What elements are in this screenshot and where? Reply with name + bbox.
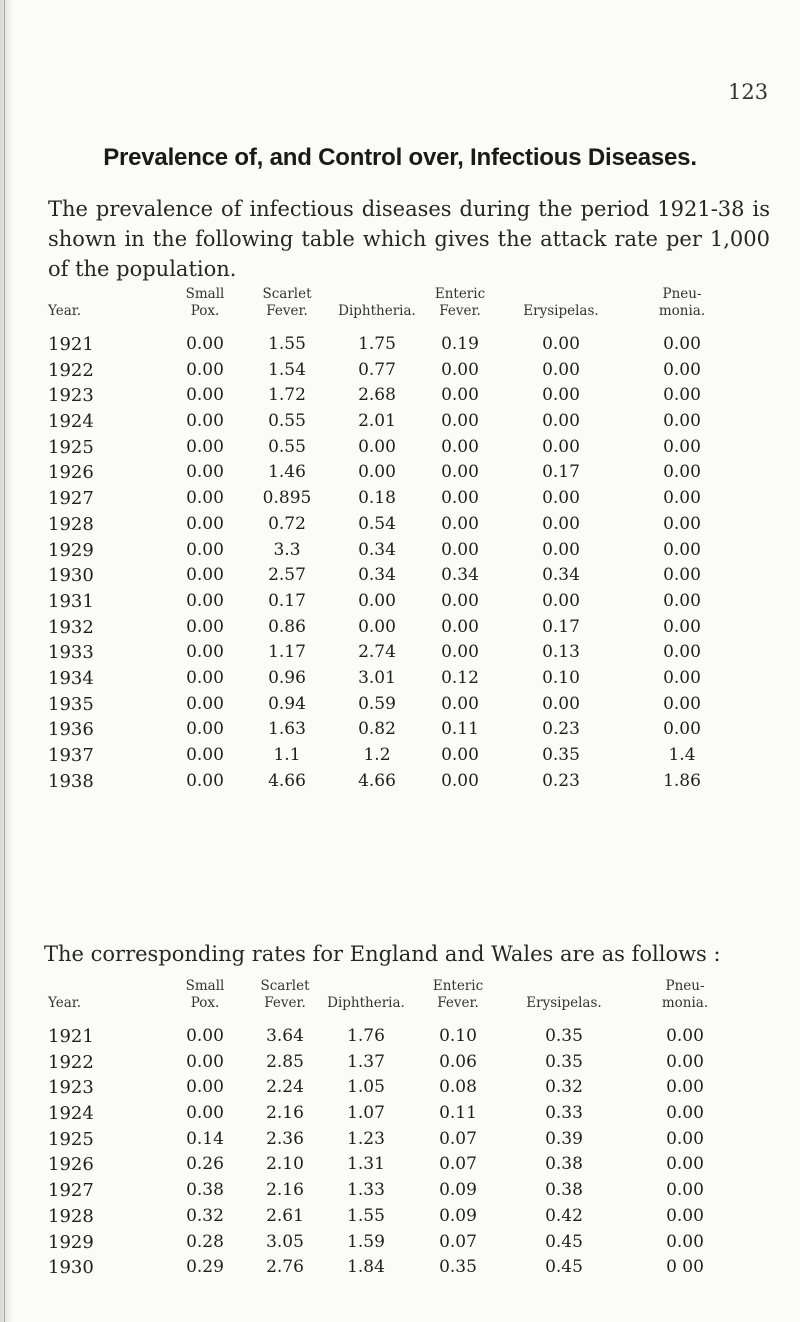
column-header-line: Pox. bbox=[190, 995, 220, 1011]
column-header-line: monia. bbox=[658, 303, 706, 319]
cell-year: 1926 bbox=[48, 462, 94, 484]
cell-enteric-fever: 0.34 bbox=[441, 565, 479, 586]
column-header-line: Small bbox=[185, 978, 225, 994]
cell-erysipelas: 0.35 bbox=[542, 745, 580, 765]
cell-pneumonia: 0.00 bbox=[663, 436, 701, 457]
column-header-line: Fever. bbox=[264, 995, 306, 1011]
table-row bbox=[0, 666, 800, 692]
cell-small-pox: 0.00 bbox=[186, 539, 224, 560]
cell-year: 1928 bbox=[48, 1205, 94, 1227]
table-row bbox=[0, 743, 800, 769]
cell-year: 1937 bbox=[48, 745, 94, 766]
cell-year: 1927 bbox=[48, 488, 94, 510]
column-header-pneumonia bbox=[627, 286, 737, 320]
cell-small-pox: 0.28 bbox=[186, 1231, 224, 1252]
england-wales-intro: The corresponding rates for England and Wales are as follows : bbox=[44, 942, 721, 966]
cell-small-pox: 0.00 bbox=[186, 436, 224, 457]
cell-enteric-fever: 0.00 bbox=[441, 462, 479, 483]
column-header-line: Small bbox=[185, 286, 225, 302]
intro-paragraph: The prevalence of infectious diseases during the period 1921-38 is shown in the following table which gives the attack rate per 1,000 of the population. bbox=[48, 197, 770, 281]
cell-scarlet-fever: 0.55 bbox=[268, 436, 306, 457]
cell-pneumonia: 0.00 bbox=[666, 1103, 704, 1124]
table-row bbox=[0, 640, 800, 666]
cell-enteric-fever: 0.00 bbox=[441, 693, 479, 714]
cell-pneumonia: 0.00 bbox=[663, 616, 701, 637]
cell-small-pox: 0.00 bbox=[186, 667, 224, 688]
cell-small-pox: 0.00 bbox=[186, 616, 224, 637]
england-wales-table-body bbox=[0, 1024, 800, 1281]
cell-pneumonia: 0.00 bbox=[663, 334, 701, 354]
table-row bbox=[0, 538, 800, 564]
cell-erysipelas: 0.17 bbox=[542, 462, 580, 483]
cell-enteric-fever: 0.00 bbox=[441, 411, 479, 432]
cell-enteric-fever: 0.10 bbox=[439, 1026, 477, 1046]
column-header-line: Erysipelas. bbox=[526, 995, 602, 1011]
cell-pneumonia: 0.00 bbox=[666, 1077, 704, 1098]
cell-enteric-fever: 0.09 bbox=[439, 1180, 477, 1201]
cell-scarlet-fever: 2.24 bbox=[266, 1077, 304, 1098]
cell-erysipelas: 0.35 bbox=[545, 1026, 583, 1046]
cell-enteric-fever: 0.07 bbox=[439, 1128, 477, 1149]
cell-small-pox: 0.00 bbox=[186, 513, 224, 534]
cell-year: 1921 bbox=[48, 1026, 94, 1047]
cell-year: 1930 bbox=[48, 565, 94, 587]
cell-year: 1922 bbox=[48, 359, 94, 381]
cell-erysipelas: 0.45 bbox=[545, 1257, 583, 1278]
column-header-year bbox=[48, 995, 81, 1012]
table-row bbox=[0, 409, 800, 435]
cell-year: 1938 bbox=[48, 770, 94, 792]
cell-erysipelas: 0.42 bbox=[545, 1205, 583, 1226]
cell-enteric-fever: 0.19 bbox=[441, 334, 479, 354]
cell-erysipelas: 0.00 bbox=[542, 590, 580, 611]
cell-pneumonia: 0.00 bbox=[663, 411, 701, 432]
column-header-line: Pneu- bbox=[662, 286, 702, 302]
cell-diphtheria: 1.84 bbox=[347, 1257, 385, 1278]
table-row bbox=[0, 1101, 800, 1127]
cell-pneumonia: 0.00 bbox=[666, 1128, 704, 1149]
cell-erysipelas: 0.00 bbox=[542, 359, 580, 380]
cell-erysipelas: 0.45 bbox=[545, 1231, 583, 1252]
cell-scarlet-fever: 2.16 bbox=[266, 1103, 304, 1124]
cell-diphtheria: 1.37 bbox=[347, 1051, 385, 1072]
cell-small-pox: 0.00 bbox=[186, 693, 224, 714]
cell-diphtheria: 0.00 bbox=[358, 616, 396, 637]
cell-scarlet-fever: 3.3 bbox=[273, 539, 301, 560]
england-wales-table-header bbox=[0, 978, 800, 1024]
cell-erysipelas: 0.10 bbox=[542, 667, 580, 688]
cell-year: 1933 bbox=[48, 642, 94, 664]
cell-scarlet-fever: 1.63 bbox=[268, 719, 306, 740]
cell-scarlet-fever: 2.36 bbox=[266, 1128, 304, 1149]
table-row bbox=[0, 486, 800, 512]
cell-pneumonia: 0.00 bbox=[663, 590, 701, 611]
cell-erysipelas: 0.32 bbox=[545, 1077, 583, 1098]
cell-erysipelas: 0.33 bbox=[545, 1103, 583, 1124]
cell-small-pox: 0.00 bbox=[186, 334, 224, 354]
cell-scarlet-fever: 3.05 bbox=[266, 1231, 304, 1252]
cell-year: 1928 bbox=[48, 513, 94, 535]
cell-small-pox: 0.00 bbox=[186, 590, 224, 611]
cell-year: 1930 bbox=[48, 1257, 94, 1279]
cell-small-pox: 0.00 bbox=[186, 488, 224, 509]
column-header-pneumonia bbox=[630, 978, 740, 1012]
cell-pneumonia: 0.00 bbox=[663, 513, 701, 534]
cell-diphtheria: 1.75 bbox=[358, 334, 396, 354]
cell-enteric-fever: 0.00 bbox=[441, 539, 479, 560]
cell-year: 1923 bbox=[48, 385, 94, 407]
cell-year: 1924 bbox=[48, 1103, 94, 1125]
column-header-line: Year. bbox=[48, 303, 82, 319]
cell-pneumonia: 0.00 bbox=[666, 1051, 704, 1072]
cell-erysipelas: 0.39 bbox=[545, 1128, 583, 1149]
cell-diphtheria: 0.00 bbox=[358, 462, 396, 483]
cell-scarlet-fever: 0.55 bbox=[268, 411, 306, 432]
cell-enteric-fever: 0.00 bbox=[441, 616, 479, 637]
cell-small-pox: 0.00 bbox=[186, 1026, 224, 1046]
local-table-header bbox=[0, 286, 800, 332]
england-wales-attack-rate-table bbox=[0, 978, 800, 1281]
column-header-line: Diphtheria. bbox=[327, 995, 405, 1011]
table-row bbox=[0, 383, 800, 409]
cell-diphtheria: 0.34 bbox=[358, 565, 396, 586]
cell-enteric-fever: 0.00 bbox=[441, 642, 479, 663]
table-row bbox=[0, 358, 800, 384]
cell-diphtheria: 1.2 bbox=[363, 745, 391, 765]
column-header-line: Fever. bbox=[437, 995, 479, 1011]
cell-scarlet-fever: 1.1 bbox=[273, 745, 301, 765]
cell-small-pox: 0.00 bbox=[186, 359, 224, 380]
table-row bbox=[0, 769, 800, 795]
cell-scarlet-fever: 2.85 bbox=[266, 1051, 304, 1072]
cell-enteric-fever: 0.12 bbox=[441, 667, 479, 688]
table-row bbox=[0, 615, 800, 641]
cell-pneumonia: 0.00 bbox=[663, 693, 701, 714]
cell-enteric-fever: 0.00 bbox=[441, 590, 479, 611]
table-row bbox=[0, 1255, 800, 1281]
cell-scarlet-fever: 0.86 bbox=[268, 616, 306, 637]
cell-diphtheria: 3.01 bbox=[358, 667, 396, 688]
table-row bbox=[0, 1050, 800, 1076]
cell-pneumonia: 0.00 bbox=[663, 488, 701, 509]
column-header-erysipelas bbox=[509, 995, 619, 1012]
table-row bbox=[0, 1230, 800, 1256]
cell-year: 1925 bbox=[48, 1128, 94, 1150]
cell-small-pox: 0.00 bbox=[186, 642, 224, 663]
cell-enteric-fever: 0.06 bbox=[439, 1051, 477, 1072]
cell-small-pox: 0.14 bbox=[186, 1128, 224, 1149]
column-header-line: Scarlet bbox=[260, 978, 310, 994]
cell-scarlet-fever: 1.72 bbox=[268, 385, 306, 406]
cell-pneumonia: 0.00 bbox=[663, 642, 701, 663]
cell-diphtheria: 0.18 bbox=[358, 488, 396, 509]
cell-small-pox: 0.00 bbox=[186, 1103, 224, 1124]
cell-scarlet-fever: 0.17 bbox=[268, 590, 306, 611]
cell-pneumonia: 0.00 bbox=[666, 1154, 704, 1175]
cell-erysipelas: 0.38 bbox=[545, 1154, 583, 1175]
cell-pneumonia: 0.00 bbox=[663, 359, 701, 380]
column-header-line: Enteric bbox=[432, 978, 484, 994]
column-header-erysipelas bbox=[506, 303, 616, 320]
cell-enteric-fever: 0.00 bbox=[441, 770, 479, 791]
cell-scarlet-fever: 2.76 bbox=[266, 1257, 304, 1278]
cell-enteric-fever: 0.07 bbox=[439, 1154, 477, 1175]
cell-pneumonia: 0.00 bbox=[663, 719, 701, 740]
column-header-line: Erysipelas. bbox=[523, 303, 599, 319]
cell-scarlet-fever: 2.10 bbox=[266, 1154, 304, 1175]
column-header-line: monia. bbox=[661, 995, 709, 1011]
cell-pneumonia: 0.00 bbox=[666, 1026, 704, 1046]
cell-diphtheria: 2.74 bbox=[358, 642, 396, 663]
cell-enteric-fever: 0.08 bbox=[439, 1077, 477, 1098]
cell-pneumonia: 0.00 bbox=[663, 385, 701, 406]
table-row bbox=[0, 1204, 800, 1230]
cell-erysipelas: 0.00 bbox=[542, 539, 580, 560]
cell-scarlet-fever: 2.61 bbox=[266, 1205, 304, 1226]
cell-diphtheria: 0.34 bbox=[358, 539, 396, 560]
cell-erysipelas: 0.13 bbox=[542, 642, 580, 663]
column-header-line: Fever. bbox=[439, 303, 481, 319]
table-row bbox=[0, 1178, 800, 1204]
cell-diphtheria: 1.05 bbox=[347, 1077, 385, 1098]
cell-scarlet-fever: 1.17 bbox=[268, 642, 306, 663]
cell-scarlet-fever: 3.64 bbox=[266, 1026, 304, 1046]
cell-erysipelas: 0.00 bbox=[542, 513, 580, 534]
cell-pneumonia: 0.00 bbox=[663, 462, 701, 483]
cell-small-pox: 0.00 bbox=[186, 1077, 224, 1098]
cell-pneumonia: 0.00 bbox=[666, 1205, 704, 1226]
column-header-line: Enteric bbox=[434, 286, 486, 302]
table-row bbox=[0, 589, 800, 615]
cell-scarlet-fever: 4.66 bbox=[268, 770, 306, 791]
table-row bbox=[0, 332, 800, 358]
cell-diphtheria: 1.23 bbox=[347, 1128, 385, 1149]
cell-year: 1932 bbox=[48, 616, 94, 638]
cell-erysipelas: 0.17 bbox=[542, 616, 580, 637]
cell-scarlet-fever: 1.54 bbox=[268, 359, 306, 380]
cell-diphtheria: 4.66 bbox=[358, 770, 396, 791]
cell-year: 1929 bbox=[48, 539, 94, 561]
cell-year: 1927 bbox=[48, 1180, 94, 1202]
cell-scarlet-fever: 2.16 bbox=[266, 1180, 304, 1201]
cell-enteric-fever: 0.00 bbox=[441, 359, 479, 380]
cell-diphtheria: 1.31 bbox=[347, 1154, 385, 1175]
cell-year: 1925 bbox=[48, 436, 94, 458]
column-header-line: Diphtheria. bbox=[338, 303, 416, 319]
cell-small-pox: 0.00 bbox=[186, 565, 224, 586]
table-row bbox=[0, 1024, 800, 1050]
column-header-enteric-fever bbox=[405, 286, 515, 320]
column-header-line: Pneu- bbox=[665, 978, 705, 994]
cell-small-pox: 0.26 bbox=[186, 1154, 224, 1175]
cell-pneumonia: 1.86 bbox=[663, 770, 701, 791]
cell-pneumonia: 0.00 bbox=[663, 565, 701, 586]
column-header-line: Fever. bbox=[266, 303, 308, 319]
cell-small-pox: 0.38 bbox=[186, 1180, 224, 1201]
cell-scarlet-fever: 0.895 bbox=[262, 488, 312, 509]
cell-enteric-fever: 0.07 bbox=[439, 1231, 477, 1252]
cell-year: 1931 bbox=[48, 590, 94, 612]
table-row bbox=[0, 460, 800, 486]
column-header-enteric-fever bbox=[403, 978, 513, 1012]
cell-pneumonia: 0.00 bbox=[663, 539, 701, 560]
cell-pneumonia: 0.00 bbox=[666, 1180, 704, 1201]
cell-year: 1922 bbox=[48, 1051, 94, 1073]
cell-erysipelas: 0.23 bbox=[542, 719, 580, 740]
table-row bbox=[0, 692, 800, 718]
cell-erysipelas: 0.00 bbox=[542, 693, 580, 714]
cell-diphtheria: 0.54 bbox=[358, 513, 396, 534]
table-row bbox=[0, 563, 800, 589]
cell-erysipelas: 0.35 bbox=[545, 1051, 583, 1072]
cell-scarlet-fever: 1.55 bbox=[268, 334, 306, 354]
cell-year: 1929 bbox=[48, 1231, 94, 1253]
cell-small-pox: 0.00 bbox=[186, 462, 224, 483]
cell-small-pox: 0.00 bbox=[186, 1051, 224, 1072]
cell-diphtheria: 2.01 bbox=[358, 411, 396, 432]
cell-diphtheria: 1.07 bbox=[347, 1103, 385, 1124]
cell-enteric-fever: 0.35 bbox=[439, 1257, 477, 1278]
cell-enteric-fever: 0.00 bbox=[441, 436, 479, 457]
page-title: Prevalence of, and Control over, Infectious Diseases. bbox=[103, 144, 697, 171]
cell-year: 1923 bbox=[48, 1077, 94, 1099]
cell-year: 1924 bbox=[48, 411, 94, 433]
table-row bbox=[0, 717, 800, 743]
column-header-line: Scarlet bbox=[262, 286, 312, 302]
cell-erysipelas: 0.00 bbox=[542, 488, 580, 509]
cell-scarlet-fever: 0.96 bbox=[268, 667, 306, 688]
cell-scarlet-fever: 1.46 bbox=[268, 462, 306, 483]
local-table-body bbox=[0, 332, 800, 794]
cell-erysipelas: 0.00 bbox=[542, 436, 580, 457]
cell-erysipelas: 0.23 bbox=[542, 770, 580, 791]
cell-diphtheria: 1.33 bbox=[347, 1180, 385, 1201]
table-row bbox=[0, 435, 800, 461]
cell-diphtheria: 0.00 bbox=[358, 590, 396, 611]
table-row bbox=[0, 1152, 800, 1178]
cell-small-pox: 0.00 bbox=[186, 411, 224, 432]
cell-scarlet-fever: 2.57 bbox=[268, 565, 306, 586]
cell-enteric-fever: 0.00 bbox=[441, 488, 479, 509]
cell-diphtheria: 0.59 bbox=[358, 693, 396, 714]
cell-erysipelas: 0.00 bbox=[542, 411, 580, 432]
cell-pneumonia: 0 00 bbox=[666, 1257, 704, 1278]
cell-scarlet-fever: 0.72 bbox=[268, 513, 306, 534]
cell-small-pox: 0.32 bbox=[186, 1205, 224, 1226]
cell-enteric-fever: 0.00 bbox=[441, 385, 479, 406]
cell-small-pox: 0.00 bbox=[186, 719, 224, 740]
cell-pneumonia: 1.4 bbox=[668, 745, 696, 765]
cell-year: 1936 bbox=[48, 719, 94, 741]
table-row bbox=[0, 512, 800, 538]
cell-diphtheria: 0.00 bbox=[358, 436, 396, 457]
table-row bbox=[0, 1075, 800, 1101]
cell-year: 1926 bbox=[48, 1154, 94, 1176]
cell-erysipelas: 0.00 bbox=[542, 385, 580, 406]
table-row bbox=[0, 1127, 800, 1153]
cell-small-pox: 0.00 bbox=[186, 745, 224, 765]
cell-erysipelas: 0.34 bbox=[542, 565, 580, 586]
column-header-year bbox=[48, 303, 81, 320]
cell-scarlet-fever: 0.94 bbox=[268, 693, 306, 714]
local-attack-rate-table bbox=[0, 286, 800, 794]
cell-enteric-fever: 0.11 bbox=[439, 1103, 477, 1124]
cell-pneumonia: 0.00 bbox=[666, 1231, 704, 1252]
cell-enteric-fever: 0.00 bbox=[441, 745, 479, 765]
cell-year: 1921 bbox=[48, 334, 94, 355]
cell-year: 1934 bbox=[48, 667, 94, 689]
cell-diphtheria: 0.82 bbox=[358, 719, 396, 740]
cell-year: 1935 bbox=[48, 693, 94, 715]
cell-small-pox: 0.29 bbox=[186, 1257, 224, 1278]
cell-erysipelas: 0.00 bbox=[542, 334, 580, 354]
cell-erysipelas: 0.38 bbox=[545, 1180, 583, 1201]
cell-enteric-fever: 0.09 bbox=[439, 1205, 477, 1226]
cell-diphtheria: 1.59 bbox=[347, 1231, 385, 1252]
column-header-line: Year. bbox=[48, 995, 82, 1011]
cell-enteric-fever: 0.11 bbox=[441, 719, 479, 740]
cell-diphtheria: 1.76 bbox=[347, 1026, 385, 1046]
page-number: 123 bbox=[728, 80, 769, 104]
cell-pneumonia: 0.00 bbox=[663, 667, 701, 688]
cell-small-pox: 0.00 bbox=[186, 385, 224, 406]
cell-diphtheria: 0.77 bbox=[358, 359, 396, 380]
cell-enteric-fever: 0.00 bbox=[441, 513, 479, 534]
cell-diphtheria: 2.68 bbox=[358, 385, 396, 406]
column-header-line: Pox. bbox=[190, 303, 220, 319]
cell-small-pox: 0.00 bbox=[186, 770, 224, 791]
cell-diphtheria: 1.55 bbox=[347, 1205, 385, 1226]
